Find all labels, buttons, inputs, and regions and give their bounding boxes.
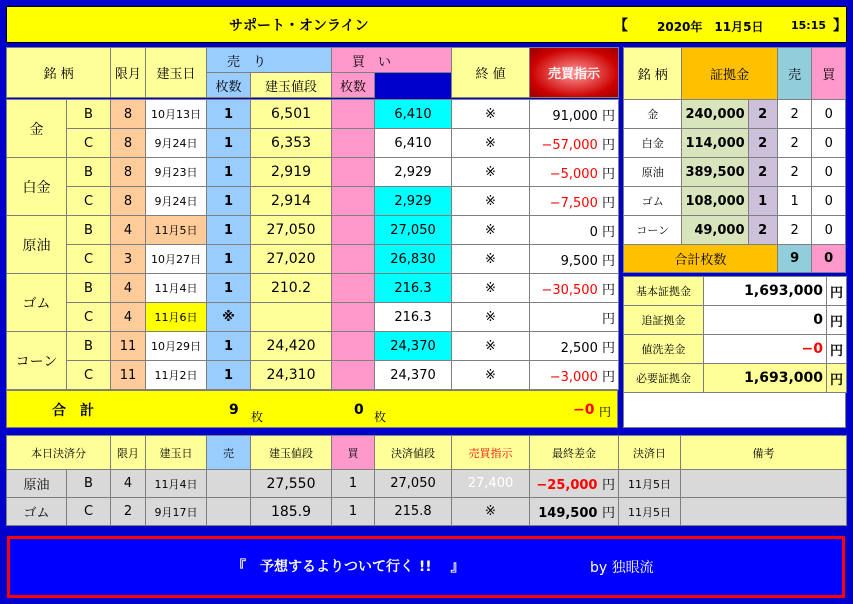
position-instruction: ※: [452, 274, 530, 303]
position-close: 216.3: [375, 303, 452, 332]
margin-amount: 108,000: [682, 187, 748, 216]
position-open-date: 11月4日: [146, 274, 207, 303]
summary-unit: 円: [827, 306, 847, 335]
settled-final: −25,000 円: [530, 470, 619, 498]
settled-note: [681, 498, 847, 526]
position-open-date: 9月23日: [146, 158, 207, 187]
position-open-price: 6,501: [251, 100, 332, 129]
position-instruction: ※: [452, 100, 530, 129]
position-side: B: [67, 274, 111, 303]
total-sell-unit: 枚: [251, 410, 264, 424]
total-sell-qty: 9: [229, 402, 239, 418]
settled-hdr-instruction: 売買指示: [452, 436, 530, 470]
position-month: 3: [111, 245, 146, 274]
margin-amount: 114,000: [682, 129, 748, 158]
position-open-date: 9月24日: [146, 187, 207, 216]
position-row: [7, 245, 619, 274]
settled-settle-date: 11月5日: [619, 470, 681, 498]
margin-amount: 49,000: [682, 216, 748, 245]
position-symbol: ゴム: [7, 274, 67, 332]
position-instruction: ※: [452, 187, 530, 216]
settled-open-price: 27,550: [251, 470, 332, 498]
summary-label: 基本証拠金: [624, 277, 704, 306]
summary-row: [624, 364, 847, 393]
position-month: 11: [111, 332, 146, 361]
margin-total-sell: 9: [777, 245, 812, 273]
position-side: C: [67, 361, 111, 390]
position-buy-qty: [332, 216, 375, 245]
margin-hdr-symbol: 銘 柄: [624, 48, 682, 100]
position-qty: 1: [207, 187, 251, 216]
position-open-date: 10月27日: [146, 245, 207, 274]
position-close: 6,410: [375, 100, 452, 129]
hdr-buy-qty: 枚数: [332, 73, 375, 98]
position-diff: −57,000 円: [530, 129, 619, 158]
margin-symbol: 原油: [624, 158, 682, 187]
total-unit: 円: [599, 405, 612, 419]
position-open-price: 2,914: [251, 187, 332, 216]
position-open-price: [251, 303, 332, 332]
settled-side: C: [67, 498, 111, 526]
hdr-buy: 買 い: [332, 48, 452, 73]
margin-symbol: 金: [624, 100, 682, 129]
position-close: 24,370: [375, 361, 452, 390]
settled-hdr-sell: 売: [207, 436, 251, 470]
settled-hdr-final: 最終差金: [530, 436, 619, 470]
hdr-open-price: 建玉値段: [251, 73, 332, 98]
settled-sell: [207, 470, 251, 498]
position-side: B: [67, 100, 111, 129]
margin-blank: [623, 392, 846, 428]
position-side: C: [67, 129, 111, 158]
position-qty: 1: [207, 100, 251, 129]
hdr-instruction: 売買指示: [530, 48, 619, 98]
app-title: サポート・オンライン: [229, 18, 369, 34]
summary-value: 0: [704, 306, 827, 335]
position-open-price: 24,420: [251, 332, 332, 361]
summary-row: [624, 335, 847, 364]
margin-count: 2: [748, 129, 777, 158]
settled-row: [7, 498, 847, 526]
margin-count: 2: [748, 100, 777, 129]
position-instruction: ※: [452, 332, 530, 361]
position-buy-qty: [332, 129, 375, 158]
settled-sell: [207, 498, 251, 526]
bracket-right: 】: [833, 18, 847, 34]
bracket-left: 【: [614, 18, 628, 34]
position-open-price: 27,050: [251, 216, 332, 245]
position-instruction: ※: [452, 129, 530, 158]
settled-month: 2: [111, 498, 146, 526]
margin-buy: 0: [812, 129, 846, 158]
position-instruction: ※: [452, 245, 530, 274]
settled-hdr-date: 建玉日: [146, 436, 207, 470]
margin-buy: 0: [812, 216, 846, 245]
position-buy-qty: [332, 274, 375, 303]
settled-hdr-close-price: 決済値段: [375, 436, 452, 470]
margin-total-label: 合計枚数: [624, 245, 778, 273]
position-buy-qty: [332, 158, 375, 187]
position-buy-qty: [332, 100, 375, 129]
position-month: 4: [111, 303, 146, 332]
settled-close-price: 27,050: [375, 470, 452, 498]
position-symbol: 原油: [7, 216, 67, 274]
position-diff: 91,000 円: [530, 100, 619, 129]
settled-hdr-settle-date: 決済日: [619, 436, 681, 470]
banner-author: by 独眼流: [590, 560, 654, 576]
position-month: 8: [111, 129, 146, 158]
margin-row: [624, 129, 846, 158]
settled-row: [7, 470, 847, 498]
position-qty: 1: [207, 361, 251, 390]
settled-instruction: 27,400: [452, 470, 530, 498]
position-side: C: [67, 187, 111, 216]
position-side: B: [67, 332, 111, 361]
position-open-date: 11月5日: [146, 216, 207, 245]
position-open-date: 9月24日: [146, 129, 207, 158]
hdr-open-date: 建玉日: [146, 48, 207, 98]
margin-buy: 0: [812, 158, 846, 187]
hdr-close: 終 値: [452, 48, 530, 98]
margin-symbol: コーン: [624, 216, 682, 245]
settled-instruction: ※: [452, 498, 530, 526]
position-row: [7, 274, 619, 303]
banner-message: 『 予想するよりついて行く !! 』: [232, 559, 465, 575]
position-close: 27,050: [375, 216, 452, 245]
margin-sell: 2: [777, 158, 812, 187]
position-diff: 0 円: [530, 216, 619, 245]
position-qty: 1: [207, 129, 251, 158]
position-row: [7, 361, 619, 390]
position-month: 8: [111, 187, 146, 216]
position-row: [7, 187, 619, 216]
margin-hdr-margin: 証拠金: [682, 48, 777, 100]
settled-symbol: 原油: [7, 470, 67, 498]
margin-row: [624, 100, 846, 129]
margin-table: [623, 47, 846, 273]
summary-unit: 円: [827, 277, 847, 306]
settled-hdr-month: 限月: [111, 436, 146, 470]
margin-count: 1: [748, 187, 777, 216]
position-qty: 1: [207, 245, 251, 274]
position-diff: −7,500 円: [530, 187, 619, 216]
position-buy-qty: [332, 187, 375, 216]
margin-amount: 389,500: [682, 158, 748, 187]
position-side: B: [67, 216, 111, 245]
settled-hdr-open-price: 建玉値段: [251, 436, 332, 470]
position-diff: −30,500 円: [530, 274, 619, 303]
position-open-price: 27,020: [251, 245, 332, 274]
margin-summary: [623, 276, 847, 393]
position-diff: −3,000 円: [530, 361, 619, 390]
position-buy-qty: [332, 332, 375, 361]
margin-total-buy: 0: [812, 245, 846, 273]
position-buy-qty: [332, 303, 375, 332]
position-diff: 円: [530, 303, 619, 332]
position-qty: 1: [207, 216, 251, 245]
settled-side: B: [67, 470, 111, 498]
position-open-price: 210.2: [251, 274, 332, 303]
position-side: C: [67, 303, 111, 332]
margin-sell: 2: [777, 100, 812, 129]
summary-unit: 円: [827, 335, 847, 364]
summary-label: 追証拠金: [624, 306, 704, 335]
hdr-symbol: 銘 柄: [7, 48, 111, 98]
summary-label: 値洗差金: [624, 335, 704, 364]
position-row: [7, 129, 619, 158]
hdr-qty: 枚数: [207, 73, 251, 98]
position-month: 4: [111, 274, 146, 303]
position-close: 2,929: [375, 187, 452, 216]
position-row: [7, 332, 619, 361]
settled-symbol: ゴム: [7, 498, 67, 526]
position-instruction: ※: [452, 361, 530, 390]
settled-hdr-buy: 買: [332, 436, 375, 470]
margin-count: 2: [748, 158, 777, 187]
settled-date: 11月4日: [146, 470, 207, 498]
positions-table: [6, 47, 619, 98]
position-row: [7, 158, 619, 187]
settled-buy: 1: [332, 498, 375, 526]
margin-row: [624, 216, 846, 245]
margin-hdr-sell: 売: [777, 48, 812, 100]
position-open-price: 24,310: [251, 361, 332, 390]
position-open-date: 10月29日: [146, 332, 207, 361]
position-instruction: ※: [452, 216, 530, 245]
settled-hdr-label: 本日決済分: [7, 436, 111, 470]
total-buy-unit: 枚: [374, 410, 387, 424]
settled-open-price: 185.9: [251, 498, 332, 526]
settled-table: [6, 435, 847, 526]
time-display: 15:15: [791, 19, 827, 32]
positions-body: [6, 99, 619, 390]
position-side: B: [67, 158, 111, 187]
summary-row: [624, 277, 847, 306]
position-close: 2,929: [375, 158, 452, 187]
position-open-date: 11月2日: [146, 361, 207, 390]
margin-buy: 0: [812, 187, 846, 216]
summary-row: [624, 306, 847, 335]
settled-final: 149,500 円: [530, 498, 619, 526]
summary-label: 必要証拠金: [624, 364, 704, 393]
settled-hdr-note: 備考: [681, 436, 847, 470]
position-symbol: 金: [7, 100, 67, 158]
settled-buy: 1: [332, 470, 375, 498]
margin-sell: 2: [777, 216, 812, 245]
total-label: 合 計: [52, 403, 94, 419]
margin-sell: 1: [777, 187, 812, 216]
margin-hdr-buy: 買: [812, 48, 846, 100]
summary-unit: 円: [827, 364, 847, 393]
position-row: [7, 216, 619, 245]
settled-settle-date: 11月5日: [619, 498, 681, 526]
position-side: C: [67, 245, 111, 274]
settled-date: 9月17日: [146, 498, 207, 526]
total-diff: −0: [573, 402, 595, 418]
position-close: 26,830: [375, 245, 452, 274]
settled-month: 4: [111, 470, 146, 498]
position-symbol: 白金: [7, 158, 67, 216]
position-buy-qty: [332, 361, 375, 390]
title-bar: [6, 6, 847, 43]
footer-banner: [7, 536, 845, 598]
position-buy-qty: [332, 245, 375, 274]
margin-row: [624, 158, 846, 187]
total-buy-qty: 0: [354, 402, 364, 418]
hdr-month: 限月: [111, 48, 146, 98]
margin-buy: 0: [812, 100, 846, 129]
margin-count: 2: [748, 216, 777, 245]
position-open-date: 11月6日: [146, 303, 207, 332]
hdr-sell: 売 り: [207, 48, 332, 73]
position-row: [7, 303, 619, 332]
position-instruction: ※: [452, 303, 530, 332]
position-close: 24,370: [375, 332, 452, 361]
summary-value: 1,693,000: [704, 364, 827, 393]
position-open-price: 2,919: [251, 158, 332, 187]
position-open-date: 10月13日: [146, 100, 207, 129]
position-close: 216.3: [375, 274, 452, 303]
position-diff: 2,500 円: [530, 332, 619, 361]
summary-value: −0: [704, 335, 827, 364]
position-month: 11: [111, 361, 146, 390]
position-month: 4: [111, 216, 146, 245]
position-qty: 1: [207, 158, 251, 187]
margin-amount: 240,000: [682, 100, 748, 129]
margin-symbol: 白金: [624, 129, 682, 158]
position-diff: −5,000 円: [530, 158, 619, 187]
position-close: 6,410: [375, 129, 452, 158]
position-month: 8: [111, 158, 146, 187]
margin-sell: 2: [777, 129, 812, 158]
total-row: [6, 390, 618, 428]
settled-close-price: 215.8: [375, 498, 452, 526]
position-qty: 1: [207, 274, 251, 303]
margin-row: [624, 187, 846, 216]
settled-note: [681, 470, 847, 498]
position-symbol: コーン: [7, 332, 67, 390]
margin-symbol: ゴム: [624, 187, 682, 216]
position-qty: ※: [207, 303, 251, 332]
position-open-price: 6,353: [251, 129, 332, 158]
position-diff: 9,500 円: [530, 245, 619, 274]
position-instruction: ※: [452, 158, 530, 187]
position-row: [7, 100, 619, 129]
position-qty: 1: [207, 332, 251, 361]
summary-value: 1,693,000: [704, 277, 827, 306]
position-month: 8: [111, 100, 146, 129]
date-display: 2020年 11月5日: [657, 20, 764, 34]
